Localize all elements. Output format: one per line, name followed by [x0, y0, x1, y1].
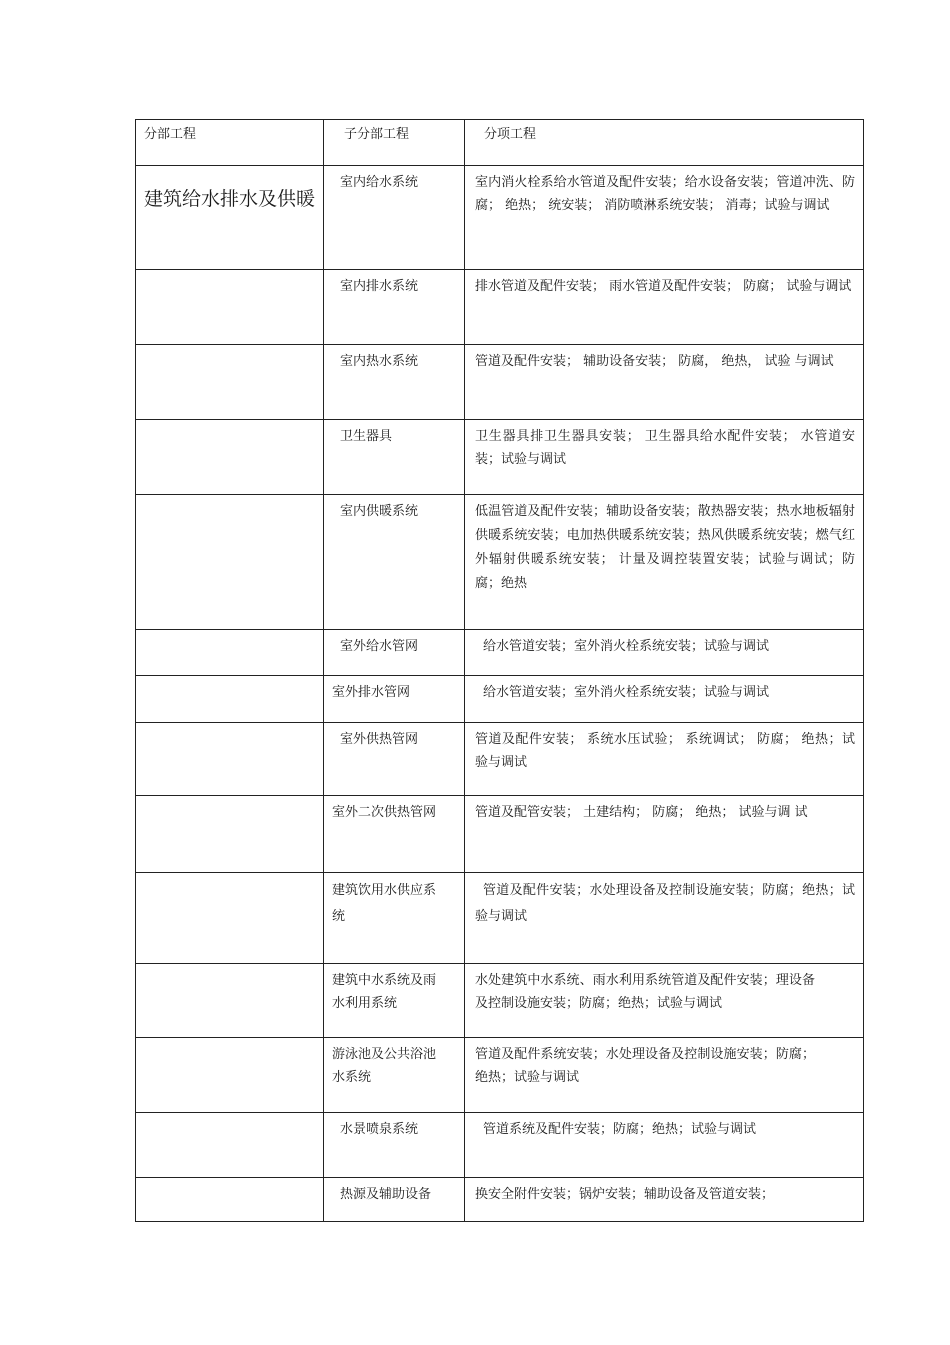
items-cell [465, 796, 864, 873]
table-header-row [136, 120, 864, 166]
items-cell [465, 495, 864, 630]
items-cell [465, 270, 864, 345]
items-cell [465, 964, 864, 1038]
division-cell [136, 1113, 324, 1178]
division-cell [136, 796, 324, 873]
item-list: 管道及配件安装； 系统水压试验； 系统调试； 防腐； 绝热；试验与调试 [475, 732, 855, 770]
subdivision-cell [324, 873, 465, 964]
table-row [136, 676, 864, 723]
subdivision-name: 室内给水系统 [340, 175, 419, 190]
item-list: 管道及配件系统安装；水处理设备及控制设施安装；防腐；绝热；试验与调试 [475, 1047, 815, 1085]
subdivision-name: 建筑饮用水供应系统 [332, 883, 437, 924]
items-cell [465, 723, 864, 796]
items-cell [465, 420, 864, 495]
division-cell [136, 270, 324, 345]
table-row [136, 964, 864, 1038]
subdivision-name: 游泳池及公共浴池水系统 [332, 1047, 437, 1085]
table-row [136, 345, 864, 420]
item-list: 给水管道安装；室外消火栓系统安装；试验与调试 [483, 639, 770, 654]
item-list: 管道及配件安装； 辅助设备安装； 防腐， 绝热， 试验 与调试 [475, 354, 834, 369]
subdivision-name: 热源及辅助设备 [340, 1187, 432, 1202]
subdivision-cell [324, 1113, 465, 1178]
items-cell [465, 873, 864, 964]
items-cell [465, 1113, 864, 1178]
division-table [135, 119, 864, 1222]
header-items [465, 120, 864, 166]
items-cell [465, 630, 864, 676]
items-cell [465, 1038, 864, 1113]
division-cell [136, 630, 324, 676]
item-list: 卫生器具排卫生器具安装； 卫生器具给水配件安装； 水管道安装；试验与调试 [475, 429, 855, 467]
subdivision-cell [324, 345, 465, 420]
items-cell [465, 166, 864, 270]
subdivision-cell [324, 796, 465, 873]
division-name: 建筑给水排水及供暖 [144, 188, 316, 210]
table-row [136, 495, 864, 630]
subdivision-cell [324, 676, 465, 723]
division-cell [136, 1038, 324, 1113]
division-cell [136, 676, 324, 723]
item-list: 排水管道及配件安装； 雨水管道及配件安装； 防腐； 试验与调试 [475, 279, 852, 294]
table-row [136, 796, 864, 873]
items-cell [465, 676, 864, 723]
subdivision-cell [324, 495, 465, 630]
items-cell [465, 1178, 864, 1222]
subdivision-cell [324, 630, 465, 676]
division-cell [136, 166, 324, 270]
subdivision-cell [324, 270, 465, 345]
subdivision-name: 室外供热管网 [340, 732, 419, 747]
item-list: 低温管道及配件安装；辅助设备安装；散热器安装；热水地板辐射供暖系统安装；电加热供暖系统安装；热风供暖系统安装；燃气红外辐射供暖系统安装； 计量及调控装置安装；试验与调试；防腐；绝热 [475, 504, 855, 591]
division-cell [136, 873, 324, 964]
division-cell [136, 495, 324, 630]
table-row [136, 630, 864, 676]
subdivision-name: 卫生器具 [340, 429, 393, 444]
header-division [136, 120, 324, 166]
subdivision-name: 室内供暖系统 [340, 504, 419, 519]
division-cell [136, 723, 324, 796]
division-cell [136, 345, 324, 420]
table-row [136, 166, 864, 270]
item-list: 换安全附件安装；锅炉安装；辅助设备及管道安装； [475, 1187, 775, 1202]
header-items-label: 分项工程 [484, 127, 537, 142]
header-subdivision-label: 子分部工程 [344, 127, 410, 142]
subdivision-name: 室内热水系统 [340, 354, 419, 369]
division-cell [136, 420, 324, 495]
item-list: 管道系统及配件安装；防腐；绝热；试验与调试 [483, 1122, 757, 1137]
subdivision-cell [324, 1178, 465, 1222]
table-row [136, 1178, 864, 1222]
table-row [136, 420, 864, 495]
subdivision-name: 室外排水管网 [332, 685, 411, 700]
subdivision-cell [324, 420, 465, 495]
item-list: 管道及配管安装； 土建结构； 防腐； 绝热； 试验与调 试 [475, 805, 808, 820]
subdivision-cell [324, 964, 465, 1038]
subdivision-name: 室外二次供热管网 [332, 805, 437, 820]
division-cell [136, 1178, 324, 1222]
subdivision-cell [324, 166, 465, 270]
table-row [136, 723, 864, 796]
subdivision-name: 室内排水系统 [340, 279, 419, 294]
subdivision-cell [324, 1038, 465, 1113]
subdivision-cell [324, 723, 465, 796]
subdivision-name: 室外给水管网 [340, 639, 419, 654]
item-list: 管道及配件安装；水处理设备及控制设施安装；防腐；绝热；试验与调试 [475, 883, 855, 924]
item-list: 水处建筑中水系统、雨水利用系统管道及配件安装；理设备及控制设施安装；防腐；绝热；试验与调试 [475, 973, 815, 1011]
item-list: 室内消火栓系给水管道及配件安装；给水设备安装；管道冲洗、防腐； 绝热； 统安装； 消防喷淋系统安装； 消毒；试验与调试 [475, 175, 855, 213]
table-row [136, 873, 864, 964]
header-division-label: 分部工程 [144, 127, 197, 142]
subdivision-name: 水景喷泉系统 [340, 1122, 419, 1137]
division-cell [136, 964, 324, 1038]
table-row [136, 1038, 864, 1113]
item-list: 给水管道安装；室外消火栓系统安装；试验与调试 [483, 685, 770, 700]
header-subdivision [324, 120, 465, 166]
subdivision-name: 建筑中水系统及雨水利用系统 [332, 973, 437, 1011]
table-row [136, 1113, 864, 1178]
items-cell [465, 345, 864, 420]
table-row [136, 270, 864, 345]
